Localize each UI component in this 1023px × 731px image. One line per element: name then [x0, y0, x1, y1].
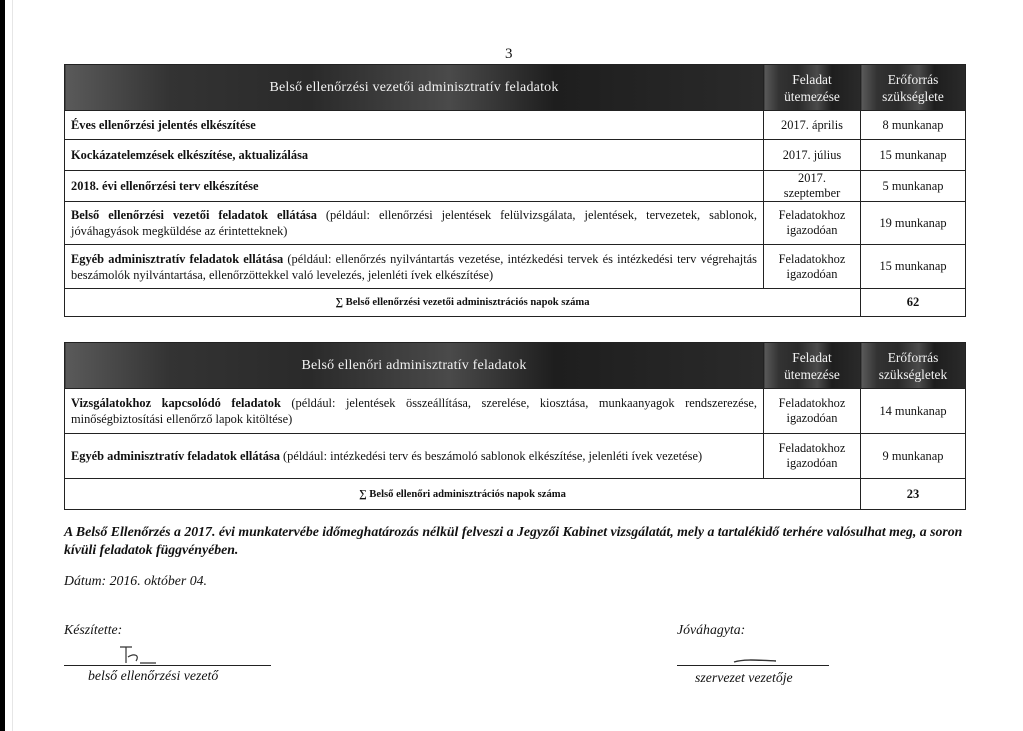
schedule-header-line2: ütemezése [784, 366, 840, 382]
task-schedule: Feladatokhoz igazodóan [764, 434, 861, 479]
resource-header-line1: Erőforrás [887, 349, 939, 365]
table-row [65, 202, 966, 245]
sum-label: ∑ Belső ellenőrzési vezetői adminisztrációs napok száma [65, 289, 861, 317]
task-resource: 15 munkanap [861, 140, 966, 171]
task-description [65, 245, 764, 289]
table-row [65, 434, 966, 479]
task-schedule: 2017. április [764, 111, 861, 140]
task-description [65, 202, 764, 245]
task-description [65, 171, 764, 202]
manager-admin-tasks-table [64, 64, 966, 317]
scan-edge-bar [0, 0, 5, 731]
task-detail: (például: ellenőrzés nyilvántartás vezetése, intézkedési tervek és intézkedési terv végrehajtás beszámolók nyilvántartása, ellenőrzöttekkel való levelezés, jelenléti ívek elkészítése) [71, 251, 757, 282]
task-schedule: Feladatokhoz igazodóan [764, 245, 861, 289]
table-sum-row [65, 289, 966, 317]
prepared-by-role: belső ellenőrzési vezető [88, 668, 219, 683]
document-date: Dátum: 2016. október 04. [64, 573, 207, 588]
task-title: Éves ellenőrzési jelentés elkészítése [71, 118, 256, 132]
table-row [65, 171, 966, 202]
task-title: Kockázatelemzések elkészítése, aktualizálása [71, 148, 309, 162]
table-row [65, 245, 966, 289]
task-resource: 14 munkanap [861, 389, 966, 434]
task-title: 2018. évi ellenőrzési terv elkészítése [71, 179, 259, 193]
task-detail: (például: ellenőrzési jelentések felülvizsgálata, jelentések, tervezetek, sablonok, jóváhagyások megküldése az érintetteknek) [71, 208, 757, 238]
table-row [65, 389, 966, 434]
task-schedule: 2017. július [764, 140, 861, 171]
sum-label: ∑ Belső ellenőri adminisztrációs napok száma [65, 479, 861, 510]
table-header-row [65, 343, 966, 389]
task-resource: 19 munkanap [861, 202, 966, 245]
scan-edge-line [12, 0, 13, 731]
auditor-admin-tasks-table [64, 342, 966, 510]
task-resource: 15 munkanap [861, 245, 966, 289]
task-title: Egyéb adminisztratív feladatok ellátása [71, 251, 284, 266]
task-description [65, 389, 764, 434]
task-description [65, 111, 764, 140]
task-title: Belső ellenőrzési vezetői feladatok ellátása [71, 208, 317, 222]
task-title: Egyéb adminisztratív feladatok ellátása [71, 449, 280, 463]
schedule-header-line2: ütemezése [784, 88, 840, 104]
table-row [65, 111, 966, 140]
task-schedule: Feladatokhoz igazodóan [764, 389, 861, 434]
task-schedule: Feladatokhoz igazodóan [764, 202, 861, 245]
prepared-by-signature-line [64, 665, 271, 666]
sum-value: 23 [861, 479, 966, 510]
task-detail: (például: intézkedési terv és beszámoló sablonok elkészítése, jelenléti ívek vezetése) [279, 449, 703, 463]
task-title: Vizsgálatokhoz kapcsolódó feladatok [71, 396, 281, 410]
table-sum-row [65, 479, 966, 510]
schedule-header [764, 343, 861, 389]
task-resource: 5 munkanap [861, 171, 966, 202]
schedule-header-line1: Feladat [792, 349, 832, 365]
schedule-note: A Belső Ellenőrzés a 2017. évi munkatervébe időmeghatározás nélkül felveszi a Jegyzői Kabinet vizsgálatát, mely a tartalékidő terhére valósulhat meg, a soron kívüli feladatok függvényében. [64, 524, 963, 557]
schedule-header-line1: Feladat [792, 71, 832, 87]
approved-by-signature-line [677, 665, 829, 666]
approved-by-label: Jóváhagyta: [677, 622, 746, 637]
resource-header-line1: Erőforrás [887, 71, 939, 87]
approved-by-role: szervezet vezetője [695, 670, 793, 685]
table-row [65, 140, 966, 171]
task-detail: (például: jelentések összeállítása, szerelése, kiosztása, munkaanyagok rendszerezése, minőségbiztosítási ellenőrző lapok kitöltése) [71, 396, 757, 426]
table-title: Belső ellenőri adminisztratív feladatok [65, 343, 764, 389]
task-description [65, 434, 764, 479]
schedule-header [764, 65, 861, 111]
task-schedule: 2017. szeptember [764, 171, 861, 202]
resource-header-line2: szükséglete [882, 88, 944, 104]
table-title: Belső ellenőrzési vezetői adminisztratív feladatok [65, 65, 764, 111]
resource-header [861, 65, 966, 111]
resource-header [861, 343, 966, 389]
prepared-by-label: Készítette: [64, 622, 123, 637]
page-number: 3 [505, 46, 513, 62]
resource-header-line2: szükségletek [878, 366, 948, 382]
task-description [65, 140, 764, 171]
task-resource: 8 munkanap [861, 111, 966, 140]
table-header-row [65, 65, 966, 111]
sum-value: 62 [861, 289, 966, 317]
task-resource: 9 munkanap [861, 434, 966, 479]
